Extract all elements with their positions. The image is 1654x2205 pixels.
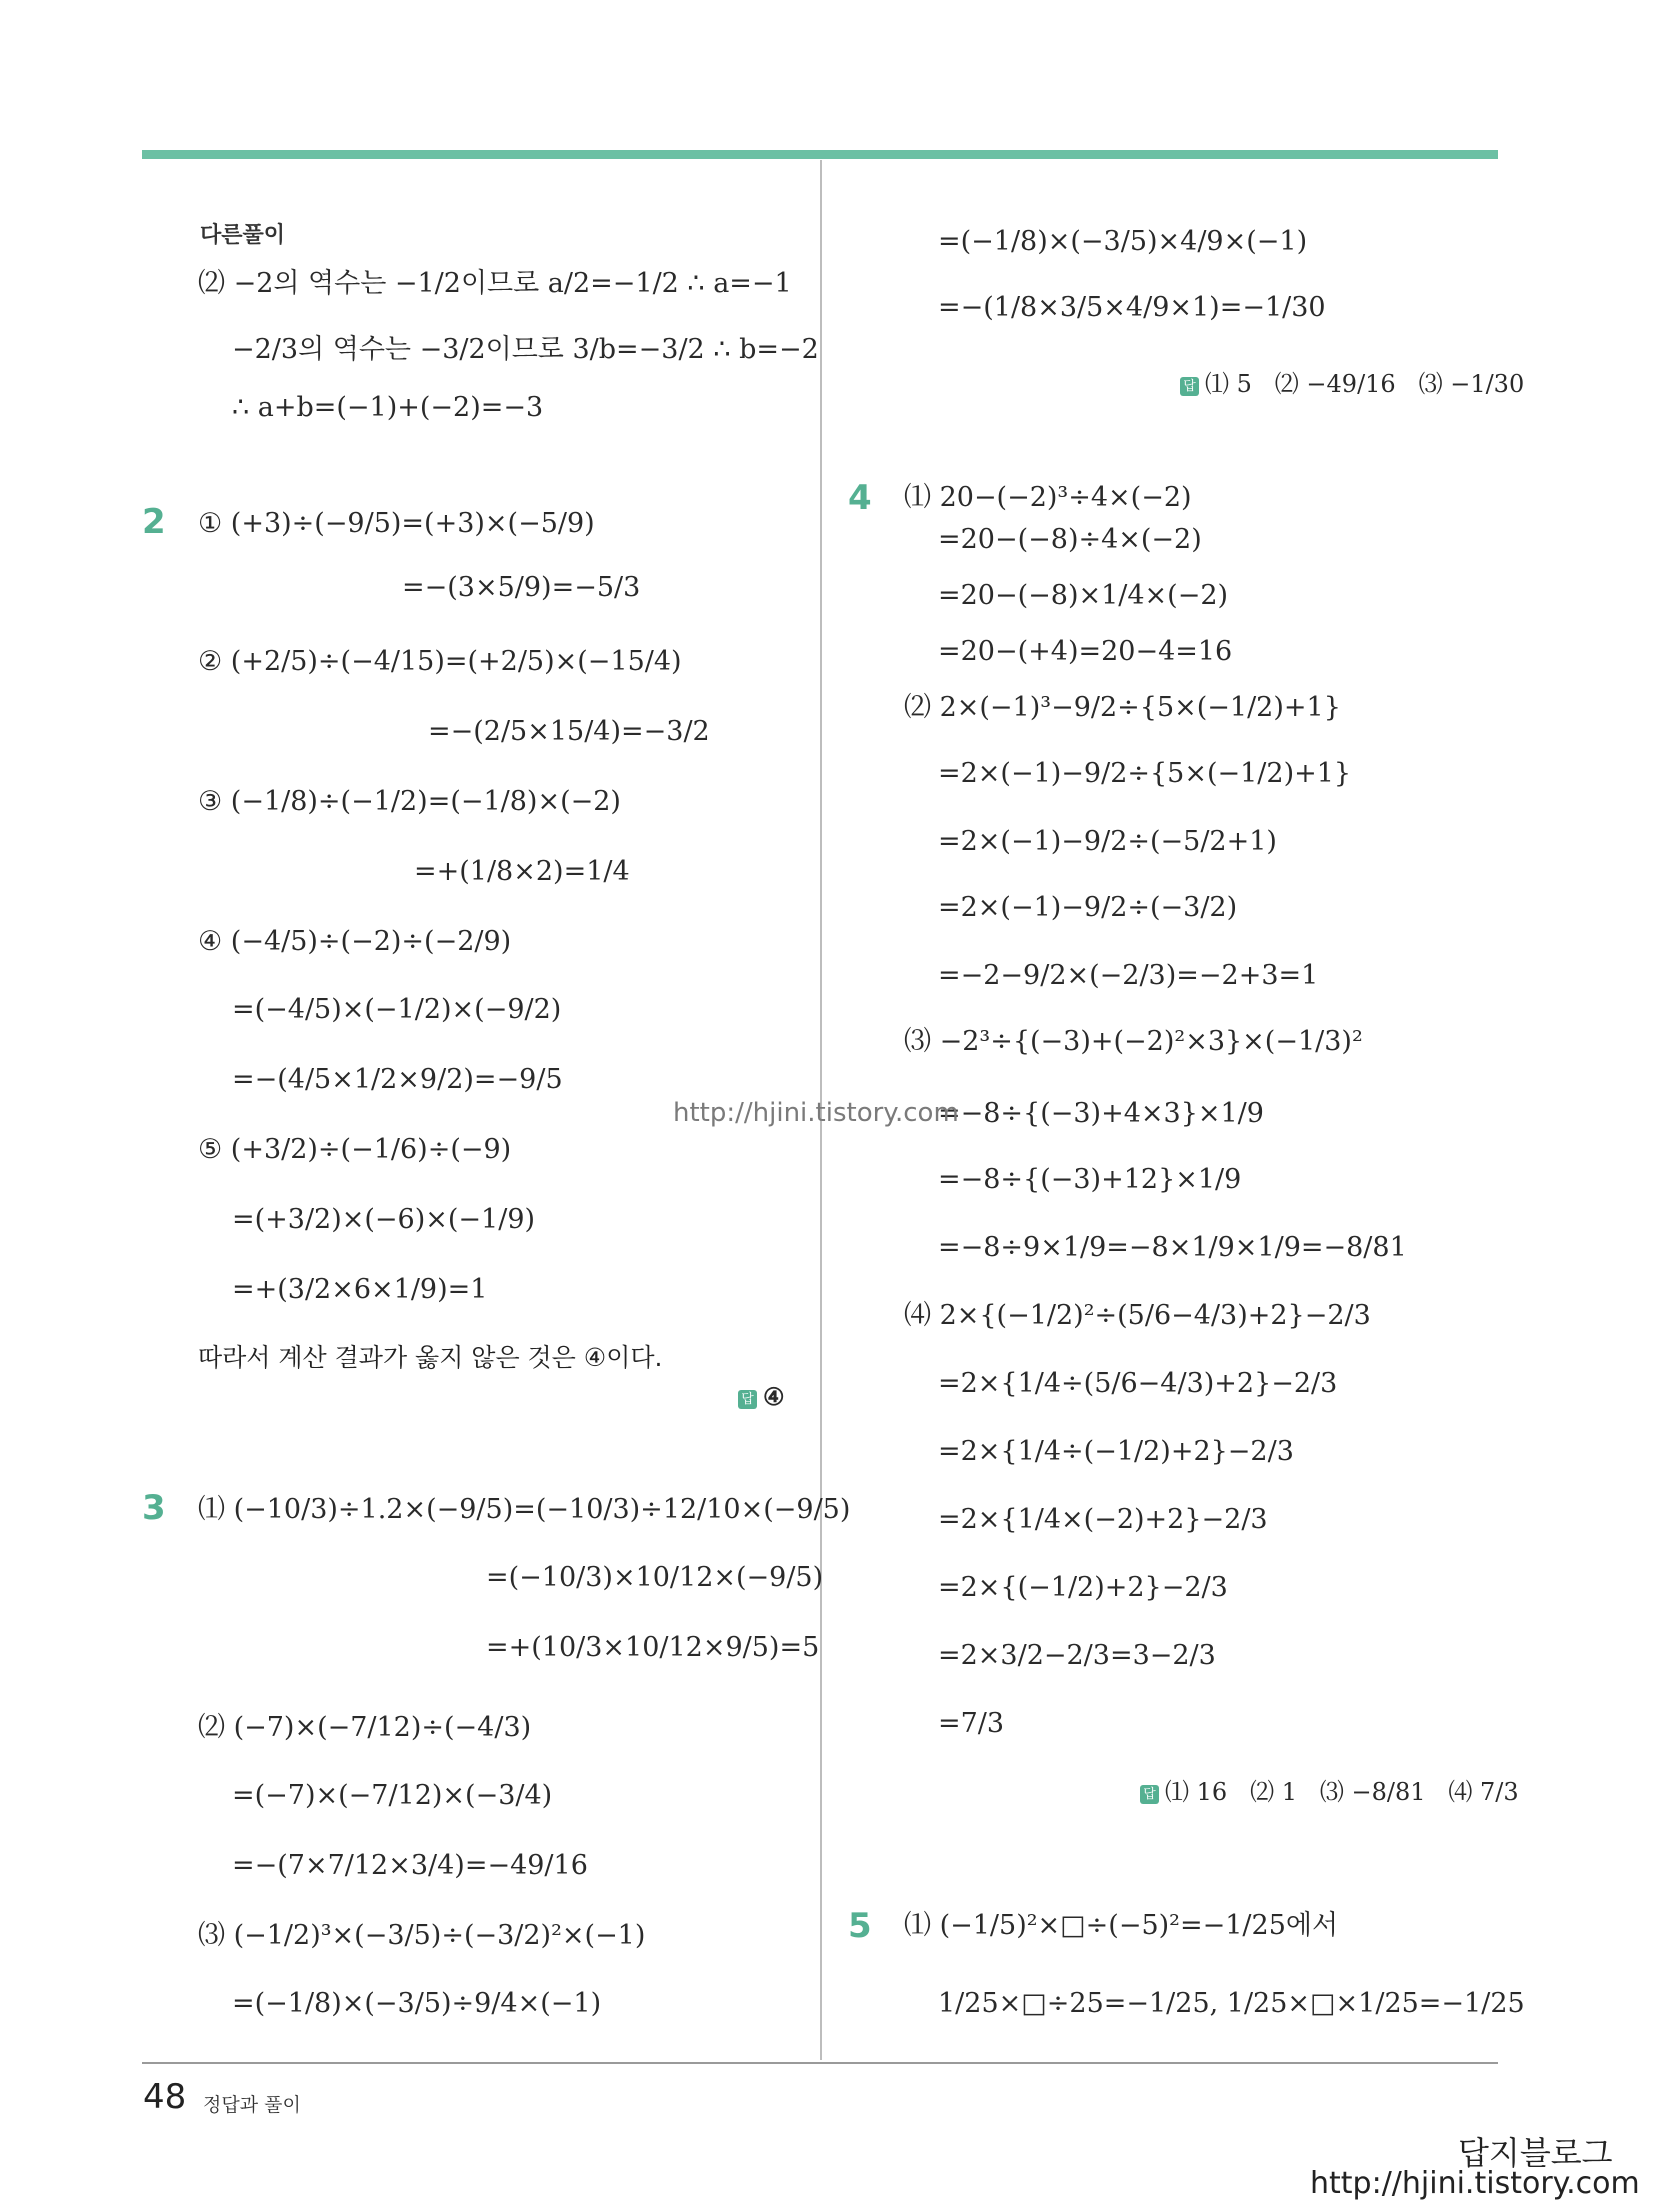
solution-line: =(−1/8)×(−3/5)÷9/4×(−1) <box>232 1988 602 2019</box>
answer-icon: 답 <box>1140 1785 1159 1804</box>
solution-line: =−(2/5×15/4)=−3/2 <box>428 716 710 747</box>
solution-line: =20−(−8)×1/4×(−2) <box>938 580 1229 611</box>
solution-line: =−8÷{(−3)+12}×1/9 <box>938 1164 1242 1195</box>
solution-line: =2×{1/4÷(−1/2)+2}−2/3 <box>938 1436 1294 1467</box>
solution-line: =(−10/3)×10/12×(−9/5) <box>486 1562 824 1593</box>
answer-value: ⑶ −1/30 <box>1418 370 1525 398</box>
problem-number: 5 <box>848 1906 872 1946</box>
answer <box>1140 1772 1519 1807</box>
solution-line: =+(10/3×10/12×9/5)=5 <box>486 1632 820 1663</box>
solution-line: =(−4/5)×(−1/2)×(−9/2) <box>232 994 562 1025</box>
alt-solution-line: ⑵ −2의 역수는 −1/2이므로 a/2=−1/2 ∴ a=−1 <box>198 268 792 299</box>
solution-line: ③ (−1/8)÷(−1/2)=(−1/8)×(−2) <box>198 786 621 817</box>
solution-line: =−(4/5×1/2×9/2)=−9/5 <box>232 1064 563 1095</box>
solution-line: =20−(−8)÷4×(−2) <box>938 524 1202 555</box>
solution-line: ① (+3)÷(−9/5)=(+3)×(−5/9) <box>198 508 595 539</box>
answer-icon: 답 <box>738 1390 757 1409</box>
footer-rule <box>142 2062 1498 2064</box>
answer-value: ⑷ 7/3 <box>1448 1778 1519 1806</box>
solution-line: =2×{1/4×(−2)+2}−2/3 <box>938 1504 1268 1535</box>
solution-line: ⑶ (−1/2)³×(−3/5)÷(−3/2)²×(−1) <box>198 1920 646 1951</box>
solution-line: =2×(−1)−9/2÷(−5/2+1) <box>938 826 1277 857</box>
solution-line: ⑴ 20−(−2)³÷4×(−2) <box>904 482 1192 513</box>
solution-line: =7/3 <box>938 1708 1005 1739</box>
solution-line: ⑵ (−7)×(−7/12)÷(−4/3) <box>198 1712 532 1743</box>
alt-solution-line: −2/3의 역수는 −3/2이므로 3/b=−3/2 ∴ b=−2 <box>232 334 819 365</box>
solution-line: =20−(+4)=20−4=16 <box>938 636 1233 667</box>
solution-line: ⑴ (−10/3)÷1.2×(−9/5)=(−10/3)÷12/10×(−9/5) <box>198 1494 851 1525</box>
answer-value: ⑵ 1 <box>1250 1778 1297 1806</box>
answer-value: ④ <box>763 1382 785 1411</box>
solution-line: =(−1/8)×(−3/5)×4/9×(−1) <box>938 226 1308 257</box>
problem-number: 2 <box>142 502 166 542</box>
solution-line: =2×{(−1/2)+2}−2/3 <box>938 1572 1228 1603</box>
solution-line: =−(1/8×3/5×4/9×1)=−1/30 <box>938 292 1326 323</box>
answer-value: ⑵ −49/16 <box>1274 370 1396 398</box>
solution-line: =(+3/2)×(−6)×(−1/9) <box>232 1204 536 1235</box>
problem-number: 4 <box>848 478 872 518</box>
page-number: 48 <box>143 2077 187 2117</box>
solution-line: ⑷ 2×{(−1/2)²÷(5/6−4/3)+2}−2/3 <box>904 1300 1371 1331</box>
solution-line: =2×(−1)−9/2÷{5×(−1/2)+1} <box>938 758 1352 789</box>
blog-url[interactable]: http://hjini.tistory.com <box>1310 2166 1640 2201</box>
answer <box>738 1382 785 1411</box>
solution-line: =(−7)×(−7/12)×(−3/4) <box>232 1780 553 1811</box>
solution-line: =−(3×5/9)=−5/3 <box>402 572 641 603</box>
answer-value: ⑶ −8/81 <box>1319 1778 1426 1806</box>
conclusion: 따라서 계산 결과가 옳지 않은 것은 ④이다. <box>198 1343 663 1372</box>
solution-line: ⑤ (+3/2)÷(−1/6)÷(−9) <box>198 1134 512 1165</box>
watermark: http://hjini.tistory.com <box>673 1098 959 1128</box>
solution-line: =−8÷9×1/9=−8×1/9×1/9=−8/81 <box>938 1232 1407 1263</box>
solution-line: =−8÷{(−3)+4×3}×1/9 <box>938 1098 1264 1129</box>
solution-line: ④ (−4/5)÷(−2)÷(−2/9) <box>198 926 512 957</box>
solution-line: ⑵ 2×(−1)³−9/2÷{5×(−1/2)+1} <box>904 692 1341 723</box>
blog-name: 답지블로그 <box>1458 2134 1613 2172</box>
answer <box>1180 364 1524 399</box>
answer-icon: 답 <box>1180 377 1199 396</box>
solution-line: =−(7×7/12×3/4)=−49/16 <box>232 1850 588 1881</box>
solution-line: =2×(−1)−9/2÷(−3/2) <box>938 892 1238 923</box>
page-label: 정답과 풀이 <box>203 2094 301 2116</box>
problem-number: 3 <box>142 1488 166 1528</box>
solution-line: ② (+2/5)÷(−4/15)=(+2/5)×(−15/4) <box>198 646 682 677</box>
answer-value: ⑴ 5 <box>1205 370 1252 398</box>
solution-line: =−2−9/2×(−2/3)=−2+3=1 <box>938 960 1319 991</box>
solution-line: 1/25×□÷25=−1/25, 1/25×□×1/25=−1/25 <box>938 1988 1525 2019</box>
answer-value: ⑴ 16 <box>1165 1778 1228 1806</box>
top-accent-bar <box>142 150 1498 159</box>
solution-line: =2×{1/4÷(5/6−4/3)+2}−2/3 <box>938 1368 1338 1399</box>
solution-line: =+(3/2×6×1/9)=1 <box>232 1274 488 1305</box>
alt-solution-line: ∴ a+b=(−1)+(−2)=−3 <box>232 392 544 423</box>
solution-line: =+(1/8×2)=1/4 <box>414 856 630 887</box>
solution-line: =2×3/2−2/3=3−2/3 <box>938 1640 1216 1671</box>
alt-solution-heading: 다른풀이 <box>200 223 286 248</box>
solution-line: ⑴ (−1/5)²×□÷(−5)²=−1/25에서 <box>904 1910 1339 1941</box>
solution-line: ⑶ −2³÷{(−3)+(−2)²×3}×(−1/3)² <box>904 1026 1363 1057</box>
